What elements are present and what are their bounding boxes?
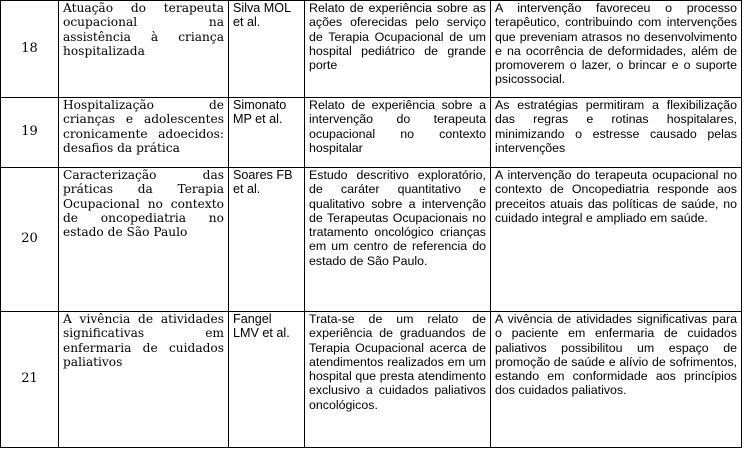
table-row xyxy=(1,98,742,168)
table-row xyxy=(1,1,742,98)
article-title: Caracterização das práticas da Terapia Ocupacional no contexto de oncopediatria no estado de São Paulo xyxy=(59,168,229,312)
article-method: Relato de experiência sobre as ações oferecidas pelo serviço de Terapia Ocupacional de um hospital pediátrico de grande porte xyxy=(305,1,491,98)
article-authors: Soares FB et al. xyxy=(229,168,305,312)
table-row xyxy=(1,312,742,448)
article-result: A intervenção do terapeuta ocupacional no contexto de Oncopediatria responde aos preceitos atuais das políticas de saúde, no cuidado integral e ampliado em saúde. xyxy=(491,168,742,312)
article-method: Estudo descritivo exploratório, de caráter quantitativo e qualitativo sobre a intervenção de Terapeutas Ocupacionais no tratamento oncológico crianças em um centro de referencia do estado de São Paulo. xyxy=(305,168,491,312)
article-authors: Fangel LMV et al. xyxy=(229,312,305,448)
article-title: Hospitalização de crianças e adolescentes cronicamente adoecidos: desafios da prática xyxy=(59,98,229,168)
article-method: Relato de experiência sobre a intervenção do terapeuta ocupacional no contexto hospitalar xyxy=(305,98,491,168)
row-number: 21 xyxy=(1,312,59,448)
row-number: 18 xyxy=(1,1,59,98)
article-result: As estratégias permitiram a flexibilização das regras e rotinas hospitalares, minimizando o estresse causado pelas intervenções xyxy=(491,98,742,168)
article-authors: Silva MOL et al. xyxy=(229,1,305,98)
table-row xyxy=(1,168,742,312)
row-number: 20 xyxy=(1,168,59,312)
article-title: Atuação do terapeuta ocupacional na assistência à criança hospitalizada xyxy=(59,1,229,98)
article-result: A intervenção favoreceu o processo terapêutico, contribuindo com intervenções que preveniam atrasos no desenvolvimento e na ocorrência de deformidades, além de promoverem o lazer, o brincar e o suporte psicossocial. xyxy=(491,1,742,98)
article-method: Trata-se de um relato de experiência de graduandos de Terapia Ocupacional acerca de atendimentos realizados em um hospital que presta atendimento exclusivo a cuidados paliativos oncológicos. xyxy=(305,312,491,448)
article-result: A vivência de atividades significativas para o paciente em enfermaria de cuidados paliativos possibilitou um espaço de promoção de saúde e alívio de sofrimentos, estando em conformidade aos princípios dos cuidados paliativos. xyxy=(491,312,742,448)
article-authors: Simonato MP et al. xyxy=(229,98,305,168)
row-number: 19 xyxy=(1,98,59,168)
article-title: A vivência de atividades significativas em enfermaria de cuidados paliativos xyxy=(59,312,229,448)
